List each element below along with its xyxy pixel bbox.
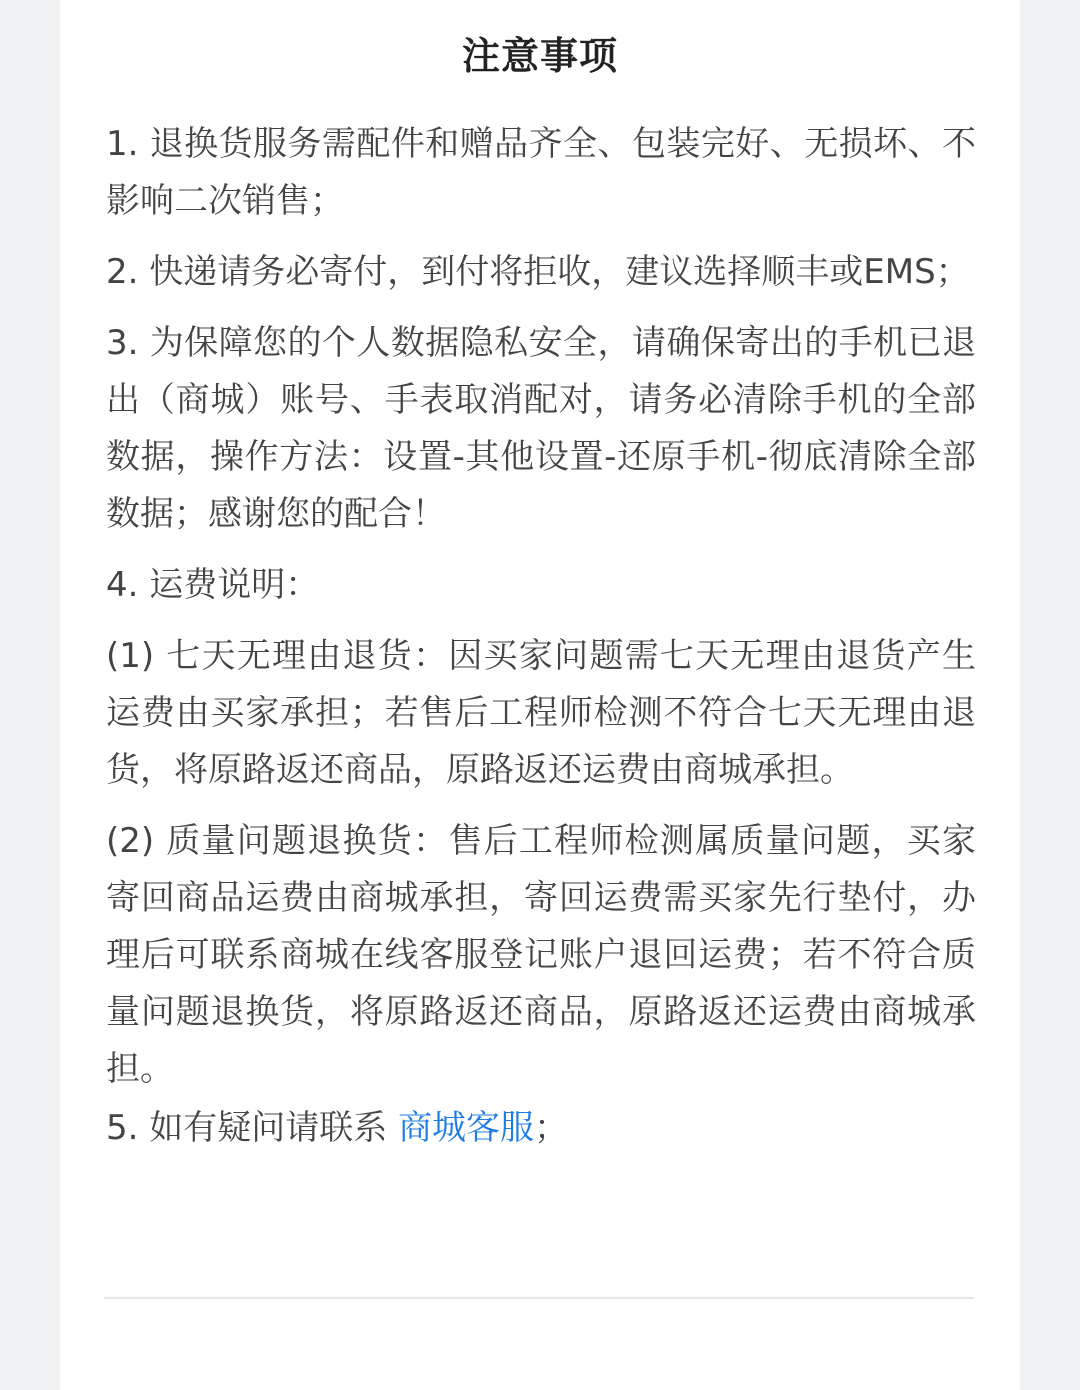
- notice-item-1: 1. 退换货服务需配件和赠品齐全、包装完好、无损坏、不影响二次销售；: [106, 124, 976, 221]
- notice-item-3: 3. 为保障您的个人数据隐私安全，请确保寄出的手机已退出（商城）账号、手表取消配对，请务必清除手机的全部数据，操作方法：设置-其他设置-还原手机-彻底清除全部数据；感谢您的配合！: [106, 323, 976, 534]
- notice-item-5: [106, 1100, 976, 1157]
- contact-prefix: 5. 如有疑问请联系: [106, 1108, 399, 1148]
- notice-item-4: 4. 运费说明：: [106, 565, 320, 605]
- page-title: 注意事项: [461, 34, 618, 78]
- notice-item-2: 2. 快递请务必寄付，到付将拒收，建议选择顺丰或EMS；: [106, 252, 970, 292]
- contact-suffix: ；: [534, 1108, 569, 1148]
- notice-item-4-2: (2) 质量问题退换货：售后工程师检测属质量问题，买家寄回商品运费由商城承担，寄回运费需买家先行垫付，办理后可联系商城在线客服登记账户退回运费；若不符合质量问题退换货，将原路返还商品，原路返还运费由商城承担。: [106, 821, 976, 1089]
- customer-service-link[interactable]: 商城客服: [398, 1108, 535, 1148]
- notice-card: [60, 0, 1020, 1390]
- notice-content: [106, 116, 976, 1171]
- divider: [104, 1297, 974, 1299]
- notice-item-4-1: (1) 七天无理由退货：因买家问题需七天无理由退货产生运费由买家承担；若售后工程师检测不符合七天无理由退货，将原路返还商品，原路返还运费由商城承担。: [106, 636, 976, 790]
